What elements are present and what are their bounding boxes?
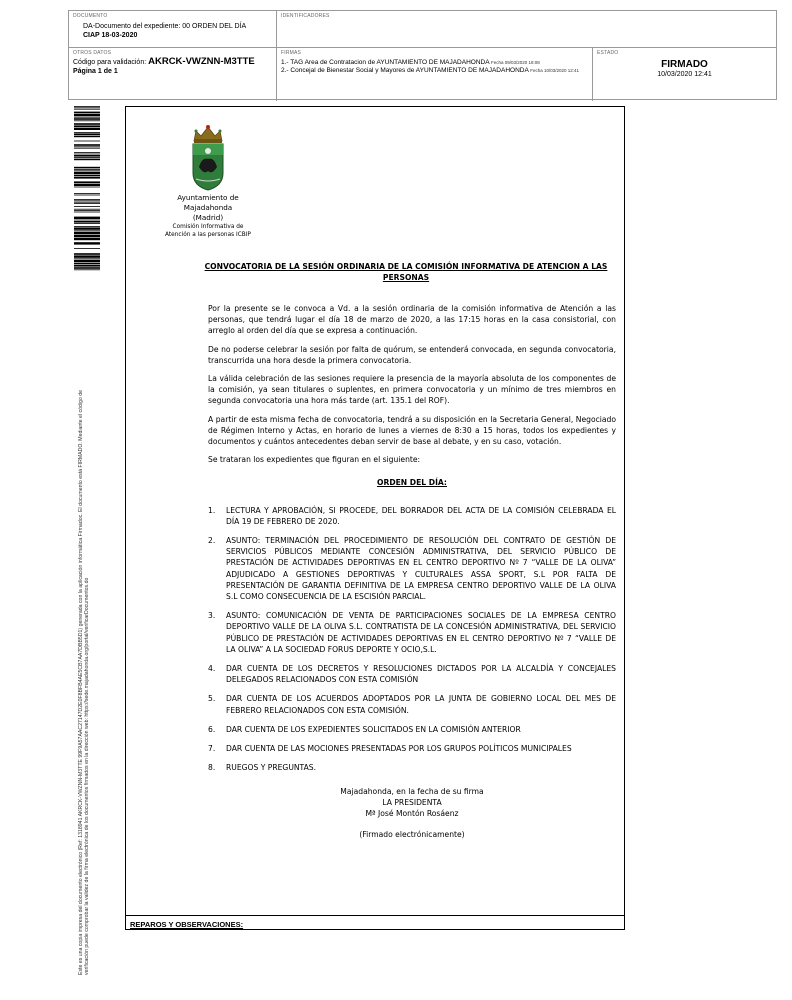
list-item: 2. ASUNTO: TERMINACIÓN DEL PROCEDIMIENTO DE RESOLUCIÓN DEL CONTRATO DE GESTIÓN DE SERVICIOS PÚBLICOS MEDIANTE CONCESIÓN ADMINISTRATIVA, DEL SERVICIO PÚBLICO DE PRESTACIÓN DE ACTIVIDADES DEPORTIVAS EN EL CENTRO DEPORTIVO Nº 7 “VALLE DE LA OLIVA” ADJUDICADO A GESTIONES DEPORTIVAS Y CULTURALES ASSA SPORT, S.L POR FALTA DE PRESENTACIÓN DE GARANTIA DEFINITIVA DE LA EMPRESA CENTRO DEPORTIVO VALLE DE LA OLIVA S.L COMO CONSECUENCIA DE LA ESCISIÓN PARCIAL. (208, 536, 616, 602)
paragraph: Se trataran los expedientes que figuran en el siguiente: (208, 455, 421, 465)
org-line-5: Atención a las personas ICBIP (165, 232, 251, 238)
list-item: 7. DAR CUENTA DE LAS MOCIONES PRESENTADAS POR LOS GRUPOS POLÍTICOS MUNICIPALES (208, 744, 572, 754)
list-item: 5. DAR CUENTA DE LOS ACUERDOS ADOPTADOS POR LA JUNTA DE GOBIERNO LOCAL DEL MES DE FEBRERO RELACIONADOS CON ESTA COMISIÓN. (208, 694, 616, 715)
documento-cell (69, 11, 277, 47)
firmas-caption: FIRMAS (281, 50, 302, 56)
signature-header (68, 10, 777, 100)
validation-code: AKRCK-VWZNN-M3TTE (148, 56, 255, 67)
documento-expediente: DA-Documento del expediente: 00 ORDEN DEL DÍA (83, 23, 247, 30)
estado-status: FIRMADO (661, 59, 708, 70)
signature-role: LA PRESIDENTA (382, 797, 442, 807)
paragraph: De no poderse celebrar la sesión por falta de quórum, se entenderá convocada, en segunda convocatoria, transcurrida una hora desde la primera convocatoria. (208, 344, 616, 365)
paragraph: Por la presente se le convoca a Vd. a la sesión ordinaria de la comisión informativa de Atención a las personas, que tendrá lugar el día 18 de marzo de 2020, a las 17:15 horas en la casa consistorial, con arreglo al orden del día que se expresa a continuación. (208, 304, 616, 336)
firma-2: 2.- Concejal de Bienestar Social y Mayores de AYUNTAMIENTO DE MAJADAHONDA (281, 67, 529, 74)
list-item: 6. DAR CUENTA DE LOS EXPEDIENTES SOLICITADOS EN LA COMISIÓN ANTERIOR (208, 724, 521, 734)
list-item: 8. RUEGOS Y PREGUNTAS. (208, 763, 317, 773)
otros-datos-caption: OTROS DATOS (73, 50, 112, 56)
list-item: 3. ASUNTO: COMUNICACIÓN DE VENTA DE PARTICIPACIONES SOCIALES DE LA EMPRESA CENTRO DEPORTIVO VALLE DE LA OLIVA S.L. CONTRATISTA DE LA CONCESIÓN ADMINISTRATIVA, DEL SERVICIO PÚBLICO DE PRESTACIÓN DE ACTIVIDADES DEPORTIVAS EN EL CENTRO DEPORTIVO Nº 7 “VALLE DE LA OLIVA” A LA SOCIEDAD FORUS DEPORTE Y OCIO,S.L. (208, 611, 616, 654)
signature-note: (Firmado electrónicamente) (359, 829, 465, 839)
list-item: 1. LECTURA Y APROBACIÓN, SI PROCEDE, DEL BORRADOR DEL ACTA DE LA COMISIÓN CELEBRADA EL DÍA 19 DE FEBRERO DE 2020. (208, 505, 616, 526)
identificadores-cell (277, 11, 776, 47)
signature-place: Majadahonda, en la fecha de su firma (340, 786, 484, 796)
documento-ciap: CIAP 18-03-2020 (83, 31, 138, 39)
estado-date: 10/03/2020 12:41 (657, 71, 712, 78)
document-frame (125, 106, 625, 930)
list-item: 4. DAR CUENTA DE LOS DECRETOS Y RESOLUCIONES DICTADOS POR LA ALCALDÍA Y CONCEJALES DELEGADOS RELACIONADOS CON ESTA COMISIÓN (208, 664, 616, 685)
paragraph: A partir de esta misma fecha de convocatoria, tendrá a su disposición en la Secretaria General, Negociado de Régimen Interno y Actas, en horario de lunes a viernes de 8:30 a 15 horas, todos los expedientes y documentos y cuántos antecedentes deban servir de base al debate, y en su caso, votación. (208, 414, 616, 447)
estado-cell (593, 47, 776, 101)
document-title: CONVOCATORIA DE LA SESIÓN ORDINARIA DE LA COMISIÓN INFORMATIVA DE ATENCION A LAS PERSONAS (204, 262, 608, 282)
firma-2-date: Fecha 10/03/2020 12:41 (530, 68, 580, 73)
side-text-line-2: verificación puede comprobar la validez de la firma electrónica de los documentos firmados en la dirección web: https://sede.majadahonda.org/portal/verificarDocumentos.do (84, 577, 91, 975)
estado-caption: ESTADO (597, 50, 619, 56)
otros-datos-cell (69, 47, 277, 101)
org-line-1: Ayuntamiento de (177, 193, 239, 202)
paragraph: La válida celebración de las sesiones requiere la presencia de la mayoría absoluta de los componentes de la comisión, ya sean titulares o suplentes, en primera convocatoria y un mínimo de tres miembros en segunda convocatoria una hora más tarde (art. 135.1 del ROF). (208, 374, 616, 406)
org-line-2: Majadahonda (183, 203, 233, 212)
barcode-icon (74, 106, 100, 274)
firmas-cell (277, 47, 593, 101)
signature-block (208, 786, 616, 840)
documento-caption: DOCUMENTO (73, 13, 108, 19)
orden-del-dia-heading: ORDEN DEL DÍA: (377, 478, 447, 488)
org-line-4: Comisión Informativa de (172, 224, 244, 230)
org-line-3: (Madrid) (192, 213, 224, 222)
coat-of-arms-icon (188, 123, 228, 191)
signature-name: Mª José Montón Rosáenz (365, 808, 459, 818)
verification-side-text (78, 295, 90, 975)
side-text-line-1: Este es una copia impresa del documento electrónico (Ref: 1318941 AKRCK-VWZNN-M3TTE 99F9A57AAC27147D2E0F8BFB4AE5CB7AA7DBB5D1) generada con la aplicación informática Firmadoc. El documento está FIRMADO. Mediante el código de (78, 389, 84, 975)
validation-label: Código para validación: (73, 59, 149, 66)
document-body (208, 303, 616, 840)
page-count: Página 1 de 1 (73, 67, 118, 75)
identificadores-caption: IDENTIFICADORES (281, 13, 330, 19)
reparos-section: REPAROS Y OBSERVACIONES: (126, 915, 624, 931)
agenda-list (208, 505, 616, 774)
firma-1-date: Fecha 09/03/2020 18:08 (491, 60, 540, 65)
organization-block (148, 193, 268, 239)
firma-1: 1.- TAG Area de Contratacion de AYUNTAMIENTO DE MAJADAHONDA (281, 59, 490, 66)
